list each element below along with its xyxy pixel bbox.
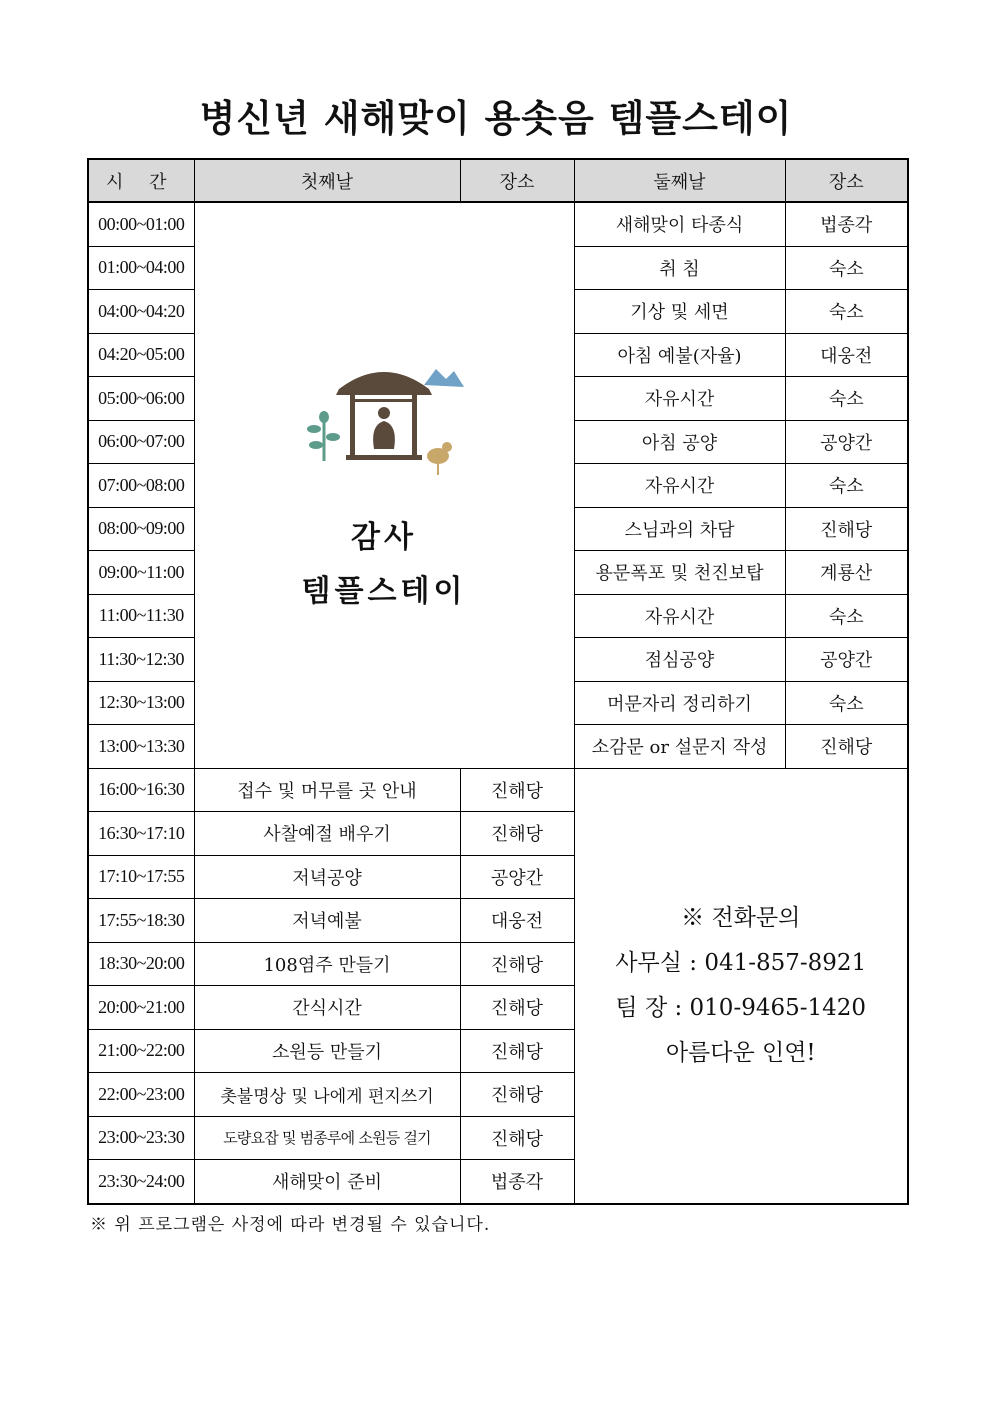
time-cell: 12:30~13:00 [88, 681, 194, 725]
activity-cell: 스님과의 차담 [574, 507, 785, 551]
place-cell: 진해당 [460, 942, 574, 986]
time-cell: 16:00~16:30 [88, 768, 194, 812]
activity-cell: 아침 공양 [574, 420, 785, 464]
place-cell: 진해당 [460, 986, 574, 1030]
activity-cell: 새해맞이 타종식 [574, 202, 785, 246]
place-cell: 공양간 [785, 420, 908, 464]
place-cell: 공양간 [785, 638, 908, 682]
footnote: ※ 위 프로그램은 사정에 따라 변경될 수 있습니다. [90, 1215, 491, 1235]
header-row [88, 159, 908, 202]
activity-cell: 촛불명상 및 나에게 편지쓰기 [194, 1073, 460, 1117]
contact-office: 사무실 : 041-857-8921 [615, 949, 867, 976]
time-cell: 17:10~17:55 [88, 855, 194, 899]
time-cell: 23:00~23:30 [88, 1116, 194, 1160]
place-cell: 진해당 [460, 1116, 574, 1160]
activity-cell: 자유시간 [574, 464, 785, 508]
activity-cell: 소원등 만들기 [194, 1029, 460, 1073]
place-cell: 숙소 [785, 290, 908, 334]
activity-cell: 저녁예불 [194, 899, 460, 943]
brand-line1: 감사 [351, 520, 417, 556]
time-cell: 05:00~06:00 [88, 377, 194, 421]
place-cell: 대웅전 [460, 899, 574, 943]
activity-cell: 간식시간 [194, 986, 460, 1030]
activity-cell: 108염주 만들기 [194, 942, 460, 986]
activity-cell: 사찰예절 배우기 [194, 812, 460, 856]
activity-cell: 아침 예불(자율) [574, 333, 785, 377]
schedule-table [87, 158, 909, 1205]
time-cell: 08:00~09:00 [88, 507, 194, 551]
place-cell: 진해당 [460, 1073, 574, 1117]
activity-cell: 접수 및 머무를 곳 안내 [194, 768, 460, 812]
place-cell: 법종각 [785, 202, 908, 246]
time-cell: 16:30~17:10 [88, 812, 194, 856]
place-cell: 숙소 [785, 681, 908, 725]
activity-cell: 새해맞이 준비 [194, 1160, 460, 1204]
place-cell: 공양간 [460, 855, 574, 899]
time-cell: 01:00~04:00 [88, 246, 194, 290]
time-cell: 11:30~12:30 [88, 638, 194, 682]
place-cell: 진해당 [460, 1029, 574, 1073]
time-cell: 18:30~20:00 [88, 942, 194, 986]
time-cell: 04:00~04:20 [88, 290, 194, 334]
contact-manager: 팀 장 : 010-9465-1420 [615, 994, 867, 1021]
place-cell: 숙소 [785, 377, 908, 421]
header-place2: 장소 [785, 159, 908, 202]
place-cell: 계룡산 [785, 551, 908, 595]
page-title: 병신년 새해맞이 용솟음 템플스테이 [199, 96, 793, 140]
place-cell: 진해당 [460, 812, 574, 856]
activity-cell: 소감문 or 설문지 작성 [574, 725, 785, 769]
time-cell: 07:00~08:00 [88, 464, 194, 508]
place-cell: 숙소 [785, 464, 908, 508]
activity-cell: 기상 및 세면 [574, 290, 785, 334]
header-day1: 첫째날 [194, 159, 460, 202]
place-cell: 진해당 [785, 725, 908, 769]
time-cell: 22:00~23:00 [88, 1073, 194, 1117]
place-cell: 진해당 [460, 768, 574, 812]
time-cell: 09:00~11:00 [88, 551, 194, 595]
header-time: 시 간 [88, 159, 194, 202]
activity-cell: 자유시간 [574, 377, 785, 421]
time-cell: 13:00~13:30 [88, 725, 194, 769]
activity-cell: 자유시간 [574, 594, 785, 638]
activity-cell: 취 침 [574, 246, 785, 290]
place-cell: 진해당 [785, 507, 908, 551]
time-cell: 11:00~11:30 [88, 594, 194, 638]
time-cell: 17:55~18:30 [88, 899, 194, 943]
activity-cell: 머문자리 정리하기 [574, 681, 785, 725]
place-cell: 대웅전 [785, 333, 908, 377]
activity-cell: 도량요잡 및 범종루에 소원등 걸기 [194, 1116, 460, 1160]
time-cell: 06:00~07:00 [88, 420, 194, 464]
place-cell: 숙소 [785, 246, 908, 290]
temple-logo-cell [194, 202, 574, 768]
temple-shrine-icon [294, 351, 474, 481]
activity-cell: 점심공양 [574, 638, 785, 682]
table-row [88, 768, 908, 812]
place-cell: 숙소 [785, 594, 908, 638]
time-cell: 04:20~05:00 [88, 333, 194, 377]
place-cell: 법종각 [460, 1160, 574, 1204]
contact-closing: 아름다운 인연! [665, 1039, 816, 1066]
time-cell: 20:00~21:00 [88, 986, 194, 1030]
time-cell: 23:30~24:00 [88, 1160, 194, 1204]
brand-line2: 템플스테이 [301, 574, 467, 610]
activity-cell: 저녁공양 [194, 855, 460, 899]
header-day2: 둘째날 [574, 159, 785, 202]
table-row [88, 202, 908, 246]
contact-heading: ※ 전화문의 [681, 904, 801, 931]
activity-cell: 용문폭포 및 천진보탑 [574, 551, 785, 595]
temple-logo [195, 351, 574, 619]
time-cell: 00:00~01:00 [88, 202, 194, 246]
header-place1: 장소 [460, 159, 574, 202]
time-cell: 21:00~22:00 [88, 1029, 194, 1073]
contact-cell [574, 768, 908, 1204]
